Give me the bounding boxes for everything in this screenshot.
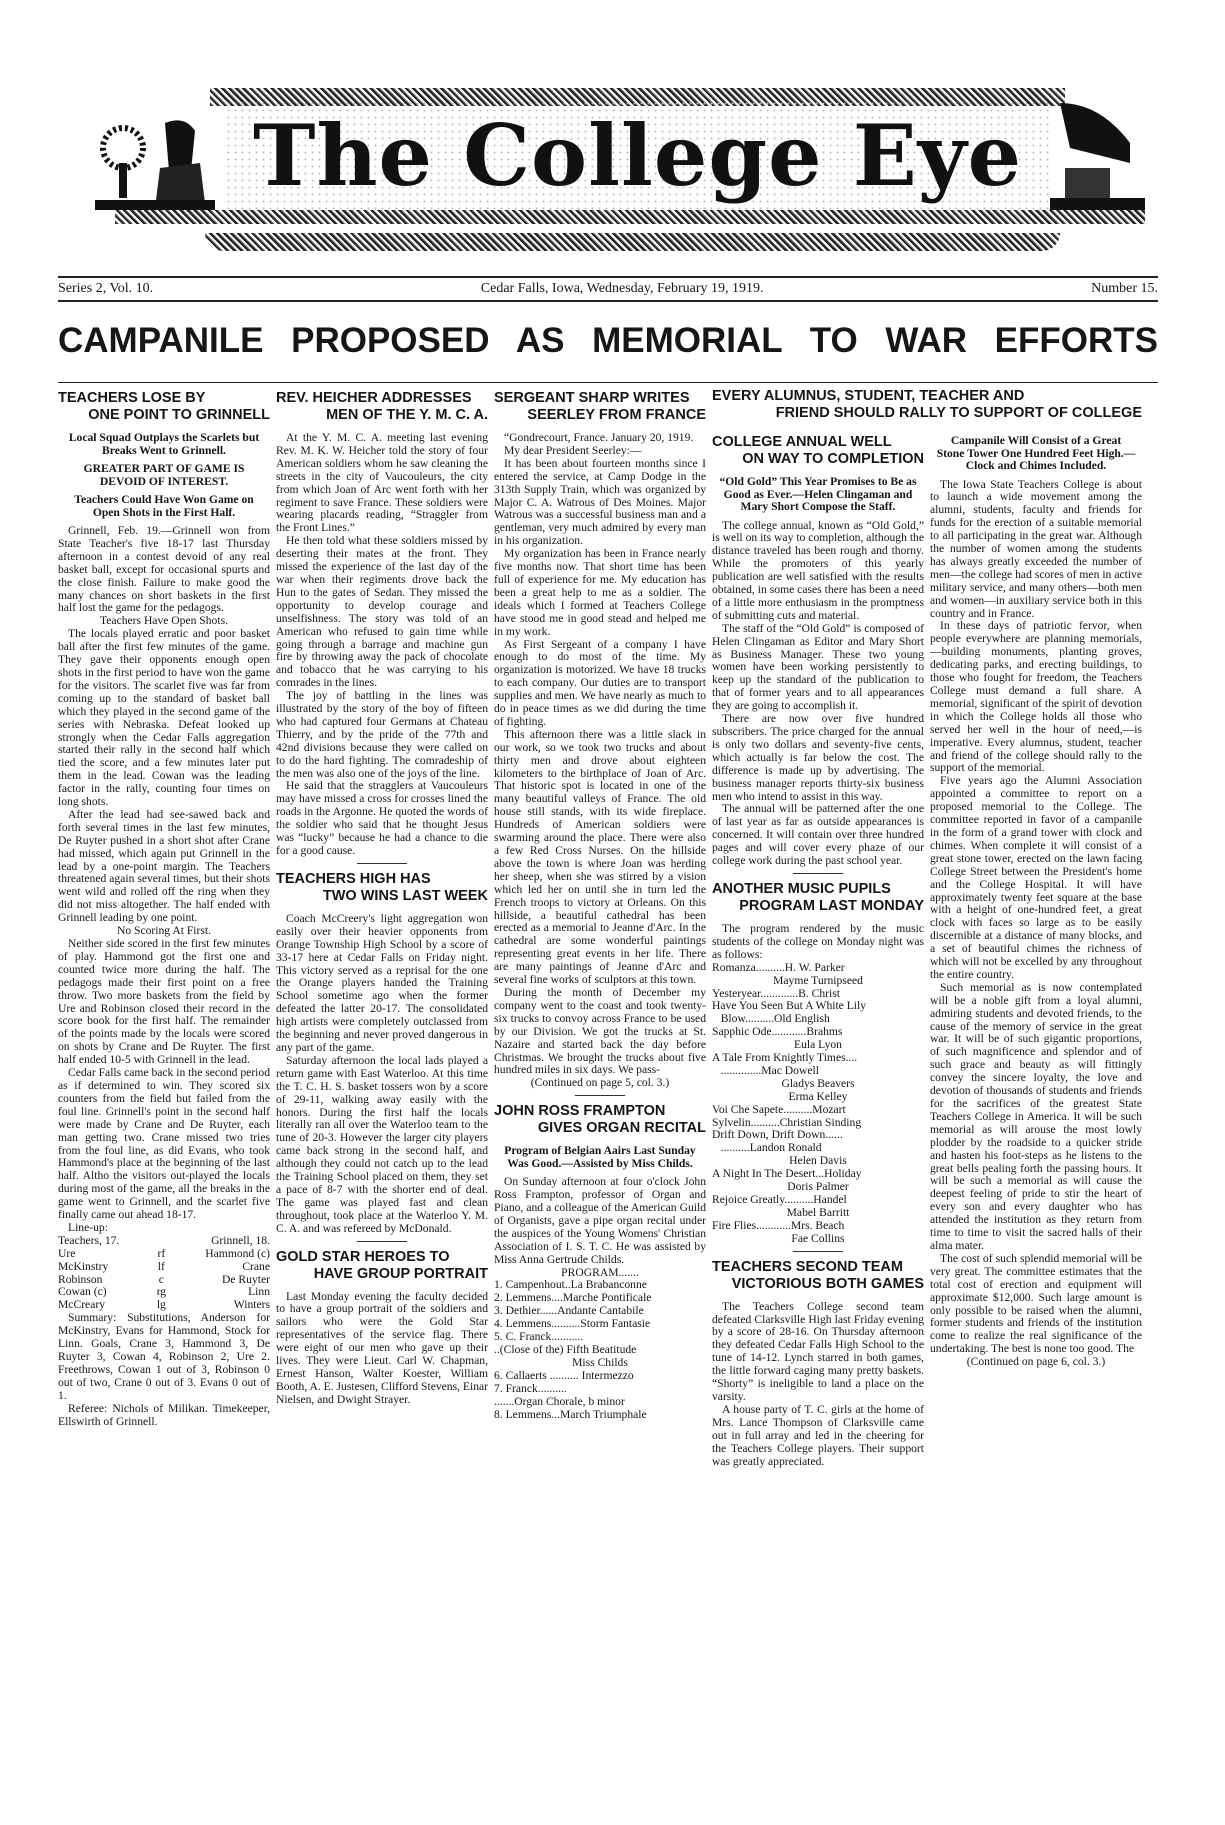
paragraph: The locals played erratic and poor basket ball after the first few minutes of the game. They gave their opponents enough open shots in the first period to have won the game for the visitors. The scarlet five was far from coming up to the standard of basket ball which they played in the second game of the series with Nebraska. Defeat looked up strongly when the Cedar Falls aggregation started their rally in the second half which tied the score, and a few minutes later put them in the lead. Cowan was the leading factor in the rally, counting four times on long shots. [58,627,270,809]
headline-line: TEACHERS HIGH HAS [276,870,431,887]
program-item: 6. Callaerts .......... Intermezzo [494,1368,634,1382]
headline-line: VICTORIOUS BOTH GAMES [731,1275,924,1292]
article-headline [712,881,924,915]
program-item: Sylvelin..........Christian Sinding [712,1115,862,1129]
paragraph: The staff of the “Old Gold” is composed of Helen Clingaman as Editor and Mary Short as Business Manager. These two young women have been working persistently to keep up the standard of the publication to that of former years and to all appearances they are going to accomplish it. [712,621,924,713]
paragraph: “Gondrecourt, France. January 20, 1919. [504,431,694,444]
subheadline: Campanile Will Consist of a Great Stone Tower One Hundred Feet High.—Clock and Chimes Included. [936,434,1136,472]
paragraph: He then told what these soldiers missed by deserting their mates at the front. They missed the experience of the last day of the war when their regiments drove back the Hun to the gates of Sedan. They missed the opportunity to develop courage and unselfishness. The story was told of an American who refused to gain time while going through a barrage and machine gun fire by throwing away the pack of chocolate and tobacco that he was carrying to his comrades in the lines. [276,534,488,690]
paragraph: There are now over five hundred subscribers. The price charged for the annual is only two dollars and seventy-five cents, which actually is far below the cost. The difference is made up by advertising. The business manager reports thirty-six business men who intend to assist in this way. [712,712,924,803]
program-item: Romanza..........H. W. Parker [712,960,845,974]
paragraph: Cedar Falls came back in the second period as if determined to win. They scored six counters from the field but failed from the foul line. Grinnell's point in the second half were made by Crane and De Ruyter, each man getting two. Crane missed two tries from the foul line, as did Evans, who took Hammond's place at the beginning of the last half. Altho the visitors out-played the locals during most of the game, all the breaks in the game went to Grinnell, and the scarlet five finally came out ahead 18-17. [58,1066,270,1222]
headline-line: TEACHERS SECOND TEAM [712,1258,903,1275]
paragraph: Line-up: [68,1220,108,1234]
column-4 [712,432,924,1468]
paragraph: The cost of such splendid memorial will be very great. The committee estimates that the total cost of erection and equipment will approximate $12,000. Such large amount is only possible to be raised when the alumni, former students and friends of the institution come to realize the real significance of the undertaking. The best is none too good. The [930,1251,1142,1356]
series-volume: Series 2, Vol. 10. [58,281,154,296]
table-cell: Hammond (c) [205,1246,270,1260]
centered-line: (Continued on page 5, col. 3.) [530,1076,670,1090]
headline-line: SEERLEY FROM FRANCE [527,407,706,423]
page-columns [58,388,1158,1468]
column-3 [494,388,706,1468]
table-cell: Linn [248,1285,270,1299]
program-item: Yesteryear.............B. Christ [712,986,840,1000]
program-item: ..............Mac Dowell [712,1063,819,1077]
headline-line: ANOTHER MUSIC PUPILS [712,880,891,897]
program-item: 3. Dethier......Andante Cantabile [494,1304,644,1318]
program-item: 7. Franck.......... [494,1381,567,1395]
table-cell: McKinstry [58,1259,109,1273]
headline-line: JOHN ROSS FRAMPTON [494,1103,666,1120]
masthead-ornament-band [115,210,1145,224]
paragraph: Summary: Substitutions, Anderson for McKinstry, Evans for Hammond, Stock for Linn. Goals, Crane 3, Hammond 3, De Ruyter 3, Cowan 4, Robinson 2, Ure 2. Freethrows, Cowan 1 out of 3, Robinson 0 out of two, Crane 0 out of 3. Evans 0 out of 1. [58,1311,270,1402]
student-reading-lamp-illustration [95,108,215,210]
article-headline [276,1249,488,1283]
paragraph: The Teachers College second team defeated Clarksville High last Friday evening by a score of 28-16. On Thursday afternoon they defeated Cedar Falls High School to the tune of 14-12. Lynch starred in both games, the little forward caging many pretty baskets. “Shorty” is ineligible to land a place on the varsity. [712,1299,924,1403]
program-item: Rejoice Greatly..........Handel [712,1193,847,1206]
paragraph: My dear President Seerley:— [504,443,642,457]
centered-line: Mabel Barritt [786,1205,850,1219]
centered-line: (Continued on page 6, col. 3.) [966,1355,1106,1369]
subheadline: Program of Belgian Aairs Last Sunday Was Good.—Assisted by Miss Childs. [504,1144,696,1170]
column-5 [930,432,1142,1468]
article-headline [276,390,488,424]
headline-line: ONE POINT TO GRINNELL [88,407,270,423]
program-item: 5. C. Franck........... [494,1330,584,1344]
headline-line: TWO WINS LAST WEEK [322,887,488,904]
table-cell: Grinnell, 18. [211,1233,270,1247]
headline-line: ON WAY TO COMPLETION [742,451,924,467]
paragraph: Five years ago the Alumni Association appointed a committee to report on a proposed memorial to the College. The committee reported in favor of a campanile in the form of a grand tower with clock and chimes. When complete it will consist of a great stone tower, erected on the lawn facing College Street between the President's home and the College Hospital. It will have approximately twenty feet square at the base with a height of one-hundred feet, a great clock with faces so large as to be easily discernible at a distance of many blocks, and a set of beautiful chimes the richness of which will not be excelled by any throughout the entire country. [930,774,1142,981]
headline-line: TEACHERS LOSE BY [58,390,206,406]
newspaper-title: The College Eye [225,100,1050,210]
paragraph: Coach McCreery's light aggregation won easily over their heavier opponents from Orange Township High School by a score of 33-17 here at Cedar Falls on Friday night. This victory served as a reprisal for the one the Orange players handed the Training School sometime ago when the former defeated the latter 20-17. The consolidated high artists were completely outclassed from the beginning and never proved dangerous in any part of the game. [276,911,488,1054]
issue-number: Number 15. [1091,281,1158,296]
paragraph: During the month of December my company went to the coast and took twenty-six trucks to convoy across France to be used by our Division. We got the trucks at St. Nazaire and started back the day before Christmas. We brought the trucks about five hundred miles in six days. We pass- [494,985,706,1077]
program-item: Voi Che Sapete..........Mozart [712,1102,846,1116]
article-headline [494,390,706,424]
program-item: .......Organ Chorale, b minor [494,1394,625,1408]
table-cell: Ure [58,1246,76,1260]
column-1 [58,388,270,1468]
paragraph: After the lead had see-sawed back and forth several times in the last few minutes, De Ruyter pushed in a short shot after Crane had missed, which again put Grinnell in the lead by a one-point margin. The Teachers threatened again several times, but their shots went wild and rolled off the ring when they did not miss altogether. The half ended with Grinnell leading by one point. [58,807,270,925]
table-cell: Teachers, 17. [58,1233,120,1247]
table-cell: c [158,1272,164,1286]
headline-line: SERGEANT SHARP WRITES [494,390,690,406]
article-headline [494,1103,706,1137]
centered-line: Helen Davis [789,1154,847,1168]
paragraph: As First Sergeant of a company I have enough to do most of the time. My organization is motorized. We have 18 trucks to each company. Our duties are to transport supplies and men. We have nearly as much to do in peace times as we did during the time of fighting. [494,637,706,728]
main-headline: CAMPANILE PROPOSED AS MEMORIAL TO WAR EFFORTS [58,321,1158,360]
lineup-table [58,1235,270,1312]
paragraph: The joy of battling in the lines was illustrated by the story of the boy of fifteen who had captured four Germans at Chateau Thierry, and by the pride of the 77th and 42nd divisions because they were called on to do the hard fighting. The comradeship of the men was also one of the joys of the line. [276,689,488,780]
headline-line: GIVES ORGAN RECITAL [537,1120,706,1137]
paragraph: Neither side scored in the first few minutes of play. Hammond got the first one and counted twice more during the half. The pedagogs made their first point on a free throw. Two more baskets from the field by Ure and Robinson closed their record in the score book for the first half. The remainder of the points made by the locals were scored on shots by Crane and De Ruyter. The first half ended 10-5 with Grinnell in the lead. [58,937,270,1067]
table-row [58,1261,270,1274]
article-headline [276,871,488,905]
divider [357,863,407,864]
banner-line: FRIEND SHOULD RALLY TO SUPPORT OF COLLEGE [775,405,1142,421]
program-item: Drift Down, Drift Down...... [712,1128,843,1142]
table-cell: rf [157,1246,166,1260]
banner-line: EVERY ALUMNUS, STUDENT, TEACHER AND [712,388,1025,404]
masthead [95,88,1145,268]
centered-line: Eula Lyon [794,1038,842,1052]
paragraph: Grinnell, Feb. 19.—Grinnell won from State Teacher's five 18-17 last Thursday afternoon in a contest devoid of any real basket ball, except for occasional spurts and the close finish. Failure to make good the many chances on short baskets in the first half lost the game for the pedagogs. [58,524,270,615]
paragraph: Last Monday evening the faculty decided to have a group portrait of the soldiers and sailors who were the Gold Star representatives of the service flag. There were eight of our men who gave up their lives. They were Lieut. Carl W. Chapman, Ernest Hanson, Walter Koester, William Booth, A. E. Justesen, Clifford Stevens, Einar Nielsen, and Dwight Strayer. [276,1289,488,1406]
issue-info-bar [58,276,1158,302]
divider [793,1251,843,1252]
paragraph: The annual will be patterned after the one of last year as far as outside appearances is concerned. It will contain over three hundred pages and will cover every phaze of our college work during the past school year. [712,802,924,868]
isc-pennant-books-illustration [1050,98,1145,210]
table-row [58,1235,270,1248]
paragraph: On Sunday afternoon at four o'clock John Ross Frampton, professor of Organ and Piano, and a colleague of the American Guild of Organists, gave a pipe organ recital under the auspices of the Young Womens' Christian Association of I. S. T. C. He was assisted by Miss Anna Gertrude Childs. [494,1175,706,1266]
subheadline: “Old Gold” This Year Promises to Be as Good as Ever.—Helen Clingaman and Mary Short Compose the Staff. [719,475,917,513]
subheadline: Teachers Could Have Won Game on Open Shots in the First Half. [74,493,254,519]
centered-line: Miss Childs [572,1355,628,1369]
paragraph: In these days of patriotic fervor, when people everywhere are planning memorials,—building monuments, planting groves, dedicating parks, and erecting buildings, to those who fought for freedom, the Teachers College must demand a full share. A memorial, significant of the spirit of devotion in which the College holds all those who served her well in the hour of need,—is imperative. Every alumnus, student, teacher and friend of the college should rally to the support of the memorial. [930,619,1142,775]
program-item: Have You Seen But A White Lily [712,999,867,1013]
program-item: ..(Close of the) Fifth Beatitude [494,1343,637,1356]
article-headline [712,434,924,468]
table-cell: Winters [233,1298,270,1312]
divider [357,1241,407,1242]
program-item: A Tale From Knightly Times.... [712,1051,858,1065]
centered-line: Doris Palmer [787,1180,849,1194]
program-item: 1. Campenhout..La Brabanconne [494,1278,647,1292]
table-cell: Crane [242,1259,270,1273]
headline-line: HAVE GROUP PORTRAIT [313,1265,488,1282]
subheadline: GREATER PART OF GAME IS DEVOID OF INTEREST. [83,462,245,488]
paragraph: This afternoon there was a little slack in our work, so we took two trucks and about thirty men and drove about eighteen kilometers to the birthplace of Joan of Arc. That historic spot is located in one of the many beautiful valleys of France. The old house still stands, with its wide fireplace. Hundreds of American soldiers were swarming around the place. There were also a few Red Cross Nurses. On the hillside above the town is where Joan was herding her sheep, when she was stirred by a vision which led her on until she in turn led the French troops to victory at Orleans. On this hillside, a beautiful cathedral has been erected as a memorial to Jeanne d'Arc. In the cathedral are some wonderful paintings representing great events in her life. There are many paintings of Jeanne d'Arc and several fine works of sculptors at this town. [494,727,706,987]
dateline: Cedar Falls, Iowa, Wednesday, February 19, 1919. [480,281,764,296]
divider [58,382,1158,383]
table-cell: rg [156,1285,167,1299]
divider [575,1095,625,1096]
table-cell [154,1235,169,1248]
table-cell: McCreary [58,1298,105,1312]
table-row [58,1248,270,1261]
table-cell: Cowan (c) [58,1285,107,1299]
headline-line: PROGRAM LAST MONDAY [739,897,924,914]
paragraph: He said that the stragglers at Vaucouleurs may have missed a cross for crosses lined the roads in the Argonne. He quoted the words of the soldier who said that he thought Jesus was “lucky” because he had a chance to die for a good cause. [276,779,488,857]
program-item: Blow..........Old English [712,1012,830,1026]
subheadline: Local Squad Outplays the Scarlets but Breaks Went to Grinnell. [68,431,260,457]
paragraph: Saturday afternoon the local lads played a return game with East Waterloo. At this time the T. C. H. S. basket tossers won by a score of 29-11, walking away easily with the honors. During the first half the locals literally ran all over the Waterloo team to the tune of 20-3. However the larger city players came back strong in the second half, and although they could not catch up to the lead the Training School placed on them, they set a pace of 8-7 with the shorter end of deal. The game was played fast and clean throughout, took place at the Waterloo Y. M. C. A. and was refereed by McDonald. [276,1053,488,1235]
program-item: 4. Lemmens..........Storm Fantasie [494,1317,651,1331]
divider [793,873,843,874]
centered-line: Erma Kelley [788,1089,848,1103]
article-headline [712,1259,924,1293]
headline-line: MEN OF THE Y. M. C. A. [326,407,488,423]
headline-line: GOLD STAR HEROES TO [276,1248,450,1265]
centered-line: Fae Collins [791,1231,845,1245]
paragraph: Such memorial as is now contemplated will be a noble gift from a loyal alumni, admiring students and devoted friends, to the cause of the memory of service in the great war. It will be of such gigantic proportions, of such magnificence and splendor and of such grace and beauty as will fittingly convey the sincere loyalty, the love and devotion of thousands of students and friends for the sacrifices of the greatest State Teachers College in America. It will be such memorial as will arouse the most lowly plodder by the roadside to a quicker stride and hasten his foot-steps as he listens to the great bells pealing forth the passing hours. It will be such a memorial as will cause the deepest feeling of pride to stir the heart of every son and every daughter who has attended the institution as they return from time to time to visit the sacred halls of their alma mater. [930,980,1142,1252]
paragraph: The college annual, known as “Old Gold,” is well on its way to completion, although the distance traveled has been rough and thorny. While the promoters of this yearly publication are well satisfied with the results obtained, in some cases there has been a need of a little more enthusiasm in the promptness of submitting cuts and material. [712,518,924,622]
headline-line: REV. HEICHER ADDRESSES [276,390,472,406]
paragraph: Referee: Nichols of Milikan. Timekeeper, Ellswirth of Grinnell. [58,1401,270,1428]
program-item: ..........Landon Ronald [712,1141,822,1155]
article-headline [58,390,270,424]
table-cell: lg [156,1298,166,1312]
centered-line: Mayme Turnipseed [773,973,863,987]
table-cell: De Ruyter [222,1272,270,1286]
centered-line: PROGRAM....... [561,1265,639,1279]
centered-line: No Scoring At First. [116,924,212,938]
table-cell: Robinson [58,1272,103,1286]
paragraph: My organization has been in France nearly five months now. That short time has been full of experience for me. My education has been a great help to me as a soldier. The ideals which I formed at Teachers College have stood me in good stead and helped me in my work. [494,547,706,638]
centered-line: Teachers Have Open Shots. [100,614,228,628]
program-item: 8. Lemmens...March Triumphale [494,1407,647,1421]
program-item: 2. Lemmens....Marche Pontificale [494,1291,652,1305]
paragraph: A house party of T. C. girls at the home of Mrs. Lance Thompson of Clarksville came out in full array and led in the cheering for the Teachers College players. Their support was greatly appreciated. [712,1402,924,1468]
column-2 [276,388,488,1468]
masthead-ornament-band [205,233,1060,251]
paragraph: The Iowa State Teachers College is about to launch a wide movement among the alumni, students, faculty and friends for funds for the erection of a suitable memorial to all participating in the great war. Although the number of women among the students has always greatly exceeded the number of men—the college had scores of men in active military service, and many others—both men and women—in auxiliary service both in this country and in France. [930,477,1142,620]
campanile-section [712,388,1142,1468]
program-item: Fire Flies............Mrs. Beach [712,1218,845,1232]
paragraph: The program rendered by the music students of the college on Monday night was as follows: [712,921,924,961]
program-item: A Night In The Desert...Holiday [712,1167,862,1181]
paragraph: It has been about fourteen months since I entered the service, at Camp Dodge in the 313th Supply Train, which was organized by Major C. A. Watrous of Des Moines. Major Watrous was a successful business man and a gentleman, very much admired by every man in his organization. [494,456,706,548]
paragraph: At the Y. M. C. A. meeting last evening Rev. M. K. W. Heicher told the story of four American soldiers whom he saw cleaning the streets in the city of Vaucouleurs, the city from which Joan of Arc went forth with her regiment to save France. These soldiers were wearing placards reading, “Straggler from the Front Lines.” [276,431,488,535]
centered-line: Gladys Beavers [781,1076,855,1090]
banner-headline [712,388,1142,422]
program-item: Sapphic Ode............Brahms [712,1025,843,1039]
headline-line: COLLEGE ANNUAL WELL [712,434,892,450]
table-cell: lf [157,1259,165,1273]
